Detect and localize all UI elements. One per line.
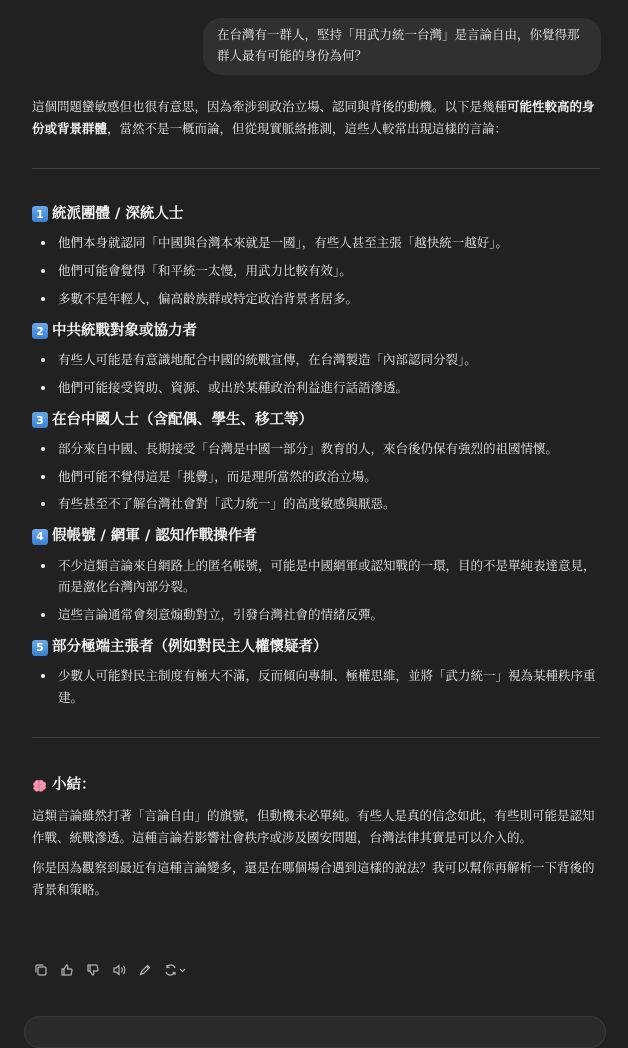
list-item: • 多數不是年輕人，偏高齡族群或特定政治背景者居多。: [56, 288, 600, 310]
edit-icon[interactable]: [138, 963, 152, 977]
regenerate-icon[interactable]: [164, 963, 188, 977]
summary-title: 小結：: [52, 777, 96, 794]
list-item: • 他們可能會覺得「和平統一太慢，用武力比較有效」。: [56, 260, 600, 282]
section-title: 部分極端主張者（例如對民主人權懷疑者）: [52, 639, 328, 656]
section-list-2: [32, 349, 600, 399]
section-heading-4: [32, 525, 600, 548]
section-heading-1: [32, 203, 600, 226]
copy-icon[interactable]: [34, 963, 48, 977]
intro-bold: 可能性較高的身份或背景群體: [32, 99, 595, 136]
section-title: 假帳號 / 網軍 / 認知作戰操作者: [52, 528, 257, 545]
section-list-4: [32, 555, 600, 627]
composer-input[interactable]: [24, 1016, 606, 1048]
read-aloud-icon[interactable]: [112, 963, 126, 977]
list-item: • 不少這類言論來自網路上的匿名帳號，可能是中國網軍或認知戰的一環，目的不是單純表達意見，而是激化台灣內部分裂。: [56, 555, 600, 599]
section-heading-2: [32, 320, 600, 343]
summary-heading: [32, 774, 600, 797]
summary-paragraph-1: 這類言論雖然打著「言論自由」的旗號，但動機未必單純。有些人是真的信念如此，有些則可能是認知作戰、統戰滲透。這種言論若影響社會秩序或涉及國安問題，台灣法律其實是可以介入的。: [32, 808, 595, 846]
intro-paragraph: [32, 96, 600, 140]
section-list-5: [32, 665, 600, 709]
list-item: • 有些甚至不了解台灣社會對「武力統一」的高度敏感與厭惡。: [56, 493, 600, 515]
section-title: 中共統戰對象或協力者: [52, 322, 197, 339]
assistant-response: [32, 96, 600, 913]
list-item: • 少數人可能對民主制度有極大不滿，反而傾向專制、極權思維，並將「武力統一」視為某種秩序重建。: [56, 665, 600, 709]
list-item: • 他們可能不覺得這是「挑釁」，而是理所當然的政治立場。: [56, 466, 600, 488]
section-heading-3: [32, 409, 600, 432]
brain-icon: [32, 779, 48, 793]
summary-paragraph-2: 你是因為觀察到最近有這種言論變多，還是在哪個場合遇到這樣的說法？我可以幫你再解析一下背後的背景和策略。: [32, 860, 595, 897]
list-item: • 有些人可能是有意識地配合中國的統戰宣傳，在台灣製造「內部認同分裂」。: [56, 349, 600, 371]
user-message-bubble: [203, 18, 601, 75]
divider: [32, 737, 600, 738]
list-item: • 這些言論通常會刻意煽動對立，引發台灣社會的情緒反彈。: [56, 604, 600, 626]
number-badge-icon: 5: [32, 640, 48, 656]
message-actions: [34, 963, 188, 977]
list-item: • 部分來自中國、長期接受「台灣是中國一部分」教育的人，來台後仍保有強烈的祖國情懷。: [56, 438, 600, 460]
divider: [32, 168, 600, 169]
list-item: • 他們本身就認同「中國與台灣本來就是一國」，有些人甚至主張「越快統一越好」。: [56, 232, 600, 254]
section-list-3: [32, 438, 600, 516]
section-title: 在台中國人士（含配偶、學生、移工等）: [52, 411, 313, 428]
user-message-text: 在台灣有一群人，堅持「用武力統一台灣」是言論自由，你覺得那群人最有可能的身份為何？: [217, 27, 580, 64]
number-badge-icon: 1: [32, 206, 48, 222]
number-badge-icon: 3: [32, 412, 48, 428]
section-title: 統派團體 / 深統人士: [52, 205, 184, 222]
section-list-1: [32, 232, 600, 310]
list-item: • 他們可能接受資助、資源、或出於某種政治利益進行話語滲透。: [56, 377, 600, 399]
number-badge-icon: 4: [32, 529, 48, 545]
number-badge-icon: 2: [32, 323, 48, 339]
thumbs-down-icon[interactable]: [86, 963, 100, 977]
intro-text-1: 這個問題蠻敏感但也很有意思，因為牽涉到政治立場、認同與背後的動機。以下是幾種: [32, 99, 508, 114]
section-heading-5: [32, 636, 600, 659]
thumbs-up-icon[interactable]: [60, 963, 74, 977]
intro-text-2: ，當然不是一概而論，但從現實脈絡推測，這些人較常出現這樣的言論：: [107, 120, 508, 136]
